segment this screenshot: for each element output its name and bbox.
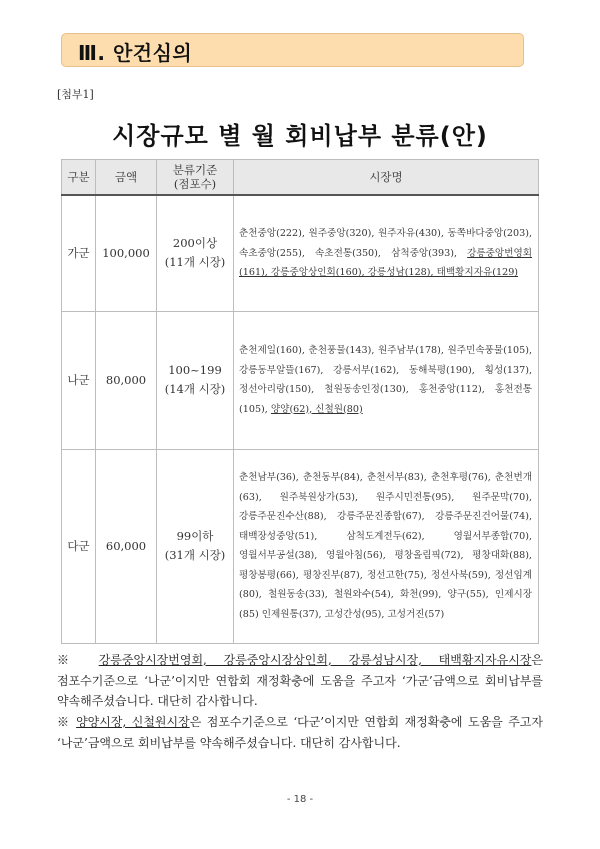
criteria-cell [157, 195, 234, 311]
group-cell: 다군 [62, 449, 96, 643]
note-marker: ※ [57, 715, 71, 729]
amount-cell: 80,000 [96, 311, 157, 449]
criteria-value: 200이상 [172, 236, 218, 251]
table-row [62, 311, 539, 449]
markets-cell [234, 311, 539, 449]
header-criteria-line1: 분류기준 [172, 163, 218, 177]
market-count: (11개 시장) [164, 255, 226, 270]
criteria-cell [157, 311, 234, 449]
group-cell: 가군 [62, 195, 96, 311]
table-row [62, 195, 539, 311]
section-title: Ⅲ. 안건심의 [78, 41, 193, 65]
group-cell: 나군 [62, 311, 96, 449]
criteria-value: 99이하 [176, 529, 214, 543]
markets-list: 춘천제일(160), 춘천풍물(143), 원주남부(178), 원주민속풍물(105), 강릉동부알뜰(167), 강릉서부(162), 동해북평(190), 횡성(137), 정선아리랑(150), 철원동송인정(130), 홍천중앙(112), 홍천전통(105), [239, 345, 532, 415]
amount-cell: 100,000 [96, 195, 157, 311]
markets-list-underlined: 강릉중앙번영회(161), 강릉중앙상인회(160), 강릉성남(128), 태백황지자유(129) [239, 247, 532, 278]
classification-table [61, 159, 539, 644]
table-header-row [62, 160, 539, 196]
markets-list-underlined: 양양(62), 신철원(80) [270, 403, 363, 415]
markets-list: 춘천남부(36), 춘천동부(84), 춘천서부(83), 춘천후평(76), 춘천번개(63), 원주북원상가(53), 원주시민전통(95), 원주문막(70), 강릉주문진수산(88), 강릉주문진종합(67), 강릉주문진건어물(74), 태백장성중앙(51), 삼척도계전두(62), 영월서부종합(70), 영월서부공설(38), 영월아침(56), 평창올림픽(72), 평창대화(88), 평창봉평(66), 평창진부(87), 정선고한(75), 정선사북(59), 정선임계(80), 철원동송(33), 철원와수(54), 화천(99), 양구(55), 인제시장(85) 인제원통(37), 고성간성(95), 고성거진(57) [239, 472, 532, 620]
page-number: - 18 - [286, 794, 314, 805]
attachment-label: [첨부1] [57, 88, 94, 101]
section-banner [61, 33, 524, 67]
markets-cell [234, 195, 539, 311]
criteria-value: 100~199 [168, 363, 222, 377]
note-1 [57, 650, 543, 712]
document-title: 시장규모 별 월 회비납부 분류(안) [112, 122, 488, 150]
note-marker: ※ [57, 653, 82, 667]
note-underlined-markets: 강릉중앙시장번영회, 강릉중앙시장상인회, 강릉성남시장, 태백황지자유시장 [98, 653, 532, 667]
header-criteria-line2: (점포수) [173, 177, 217, 191]
note-2 [57, 712, 543, 753]
markets-list: 춘천중앙(222), 원주중앙(320), 원주자유(430), 동쪽바다중앙(203), 속초중앙(255), 속초전통(350), 삼척중앙(393), [239, 228, 532, 259]
note-text: 은 점포수기준으로 ‘나군’이지만 연합회 재정확충에 도움을 주고자 ‘가군’금액으로 회비납부를 약속해주셨습니다. 대단히 감사합니다. [57, 653, 543, 708]
header-markets: 시장명 [234, 160, 539, 196]
header-criteria [157, 160, 234, 196]
criteria-cell [157, 449, 234, 643]
amount-cell: 60,000 [96, 449, 157, 643]
table-row [62, 449, 539, 643]
markets-cell [234, 449, 539, 643]
header-group: 구분 [62, 160, 96, 196]
market-count: (31개 시장) [164, 548, 226, 562]
note-text: 은 점포수기준으로 ‘다군’이지만 연합회 재정확충에 도움을 주고자 ‘나군’금액으로 회비납부를 약속해주셨습니다. 대단히 감사합니다. [57, 715, 543, 750]
header-amount: 금액 [96, 160, 157, 196]
note-underlined-markets: 양양시장, 신철원시장 [76, 715, 190, 729]
market-count: (14개 시장) [164, 382, 226, 396]
